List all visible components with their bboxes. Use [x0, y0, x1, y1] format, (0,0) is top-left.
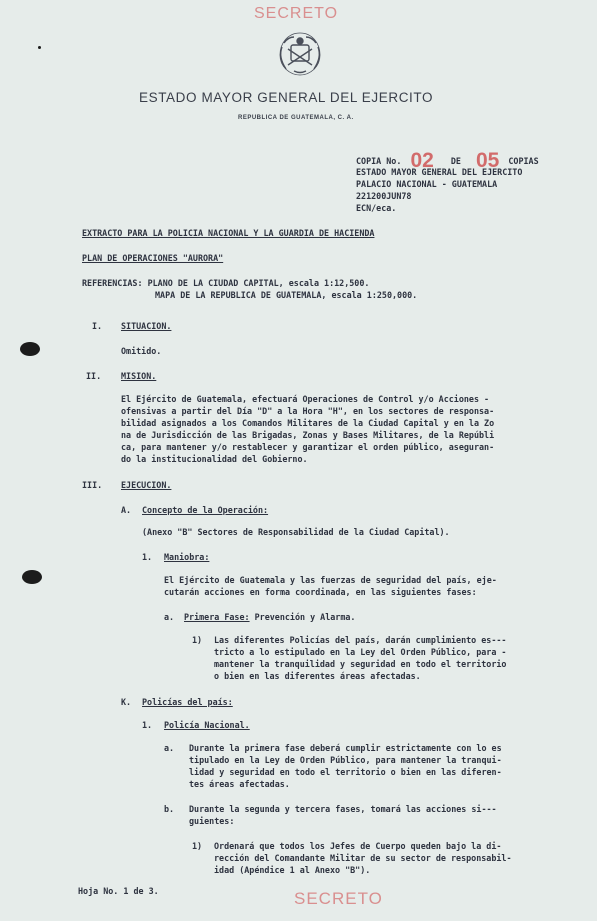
- fase-point-label: 1): [192, 635, 203, 645]
- bottom-secret-stamp: SECRETO: [294, 889, 383, 908]
- section-1-title: SITUACION.: [121, 321, 172, 331]
- copy-dtg: 221200JUN78: [356, 191, 412, 201]
- punch-hole-bottom: [22, 570, 42, 584]
- policia-b1-body: Ordenará que todos los Jefes de Cuerpo queden bajo la di- rección del Comandante Militar de su sector de responsabil- idad (Apéndice 1 al Anexo "B").: [214, 841, 512, 875]
- doc-title: EXTRACTO PARA LA POLICIA NACIONAL Y LA GUARDIA DE HACIENDA: [82, 228, 375, 238]
- fase-label: a.: [164, 612, 175, 622]
- maniobra-title: Maniobra:: [164, 552, 210, 562]
- section-1-body: Omitido.: [121, 346, 162, 356]
- subsection-a-note: (Anexo "B" Sectores de Responsabilidad de la Ciudad Capital).: [142, 527, 450, 537]
- policia-b-body: Durante la segunda y tercera fases, tomará las acciones si--- guientes:: [189, 804, 497, 826]
- maniobra-body: El Ejército de Guatemala y las fuerzas de seguridad del país, eje- cutarán acciones en forma coordinada, en las siguientes fases:: [164, 575, 497, 597]
- maniobra-label: 1.: [142, 552, 153, 562]
- subsection-a-label: A.: [121, 505, 132, 515]
- section-2-number: II.: [86, 371, 102, 381]
- policia-label: 1.: [142, 720, 153, 730]
- speck-mark: [38, 46, 41, 49]
- seal-icon: [274, 27, 326, 79]
- section-3-title: EJECUCION.: [121, 480, 172, 490]
- policia-b-label: b.: [164, 804, 175, 814]
- policia-title: Policía Nacional.: [164, 720, 250, 730]
- section-1-number: I.: [92, 321, 103, 331]
- subsection-a-title: Concepto de la Operación:: [142, 505, 269, 515]
- copy-location: PALACIO NACIONAL - GUATEMALA: [356, 179, 498, 189]
- fase-line: Primera Fase: Prevención y Alarma.: [184, 612, 356, 622]
- top-secret-stamp: SECRETO: [254, 5, 339, 22]
- reference-2: MAPA DE LA REPUBLICA DE GUATEMALA, escala 1:250,000.: [155, 290, 418, 300]
- fase-point-body: Las diferentes Policías del país, darán cumplimiento es--- tricto a lo estipulado en la Ley del Orden Público, para - mantener la tranquilidad y seguridad en todo el territorio o bien en las diferentes áreas afectadas.: [214, 635, 507, 681]
- header-subtitle: REPUBLICA DE GUATEMALA, C. A.: [238, 115, 354, 121]
- policia-a-label: a.: [164, 743, 175, 753]
- subsection-k-title: Policías del país:: [142, 697, 233, 707]
- section-2-body: El Ejército de Guatemala, efectuará Operaciones de Control y/o Acciones - ofensivas a partir del Día "D" a la Hora "H", en los sectores de responsa- bilidad asignados a los Comandos Militares de la Ciudad Capital y en la Zo na de Jurisdicción de las Brigadas, Zonas y Bases Militares, de la Repúbli ca, para mantener y/o restablecer y garantizar el orden público, aseguran- do la institucionalidad del Gobierno.: [121, 394, 495, 464]
- policia-b1-label: 1): [192, 841, 203, 851]
- copy-office: ESTADO MAYOR GENERAL DEL EJERCITO: [356, 167, 523, 177]
- header-title: ESTADO MAYOR GENERAL DEL EJERCITO: [139, 90, 434, 105]
- copy-initials: ECN/eca.: [356, 203, 397, 213]
- page-number: Hoja No. 1 de 3.: [78, 886, 159, 896]
- punch-hole-top: [20, 342, 40, 356]
- section-3-number: III.: [82, 480, 103, 490]
- references: REFERENCIAS: PLANO DE LA CIUDAD CAPITAL, escala 1:12,500.: [82, 278, 370, 288]
- section-2-title: MISION.: [121, 371, 157, 381]
- copy-total: 05: [475, 149, 500, 172]
- policia-a-body: Durante la primera fase deberá cumplir estrictamente con lo es tipulado en la Ley de Orden Público, para mantener la tranqui- lidad y seguridad en todo el territorio o bien en las diferen- tes áreas afectadas.: [189, 743, 502, 789]
- copy-line: COPIA No. 02 DE 05 COPIAS: [356, 149, 539, 172]
- copy-number: 02: [410, 149, 434, 172]
- plan-title: PLAN DE OPERACIONES "AURORA": [82, 253, 224, 263]
- subsection-k-label: K.: [121, 697, 132, 707]
